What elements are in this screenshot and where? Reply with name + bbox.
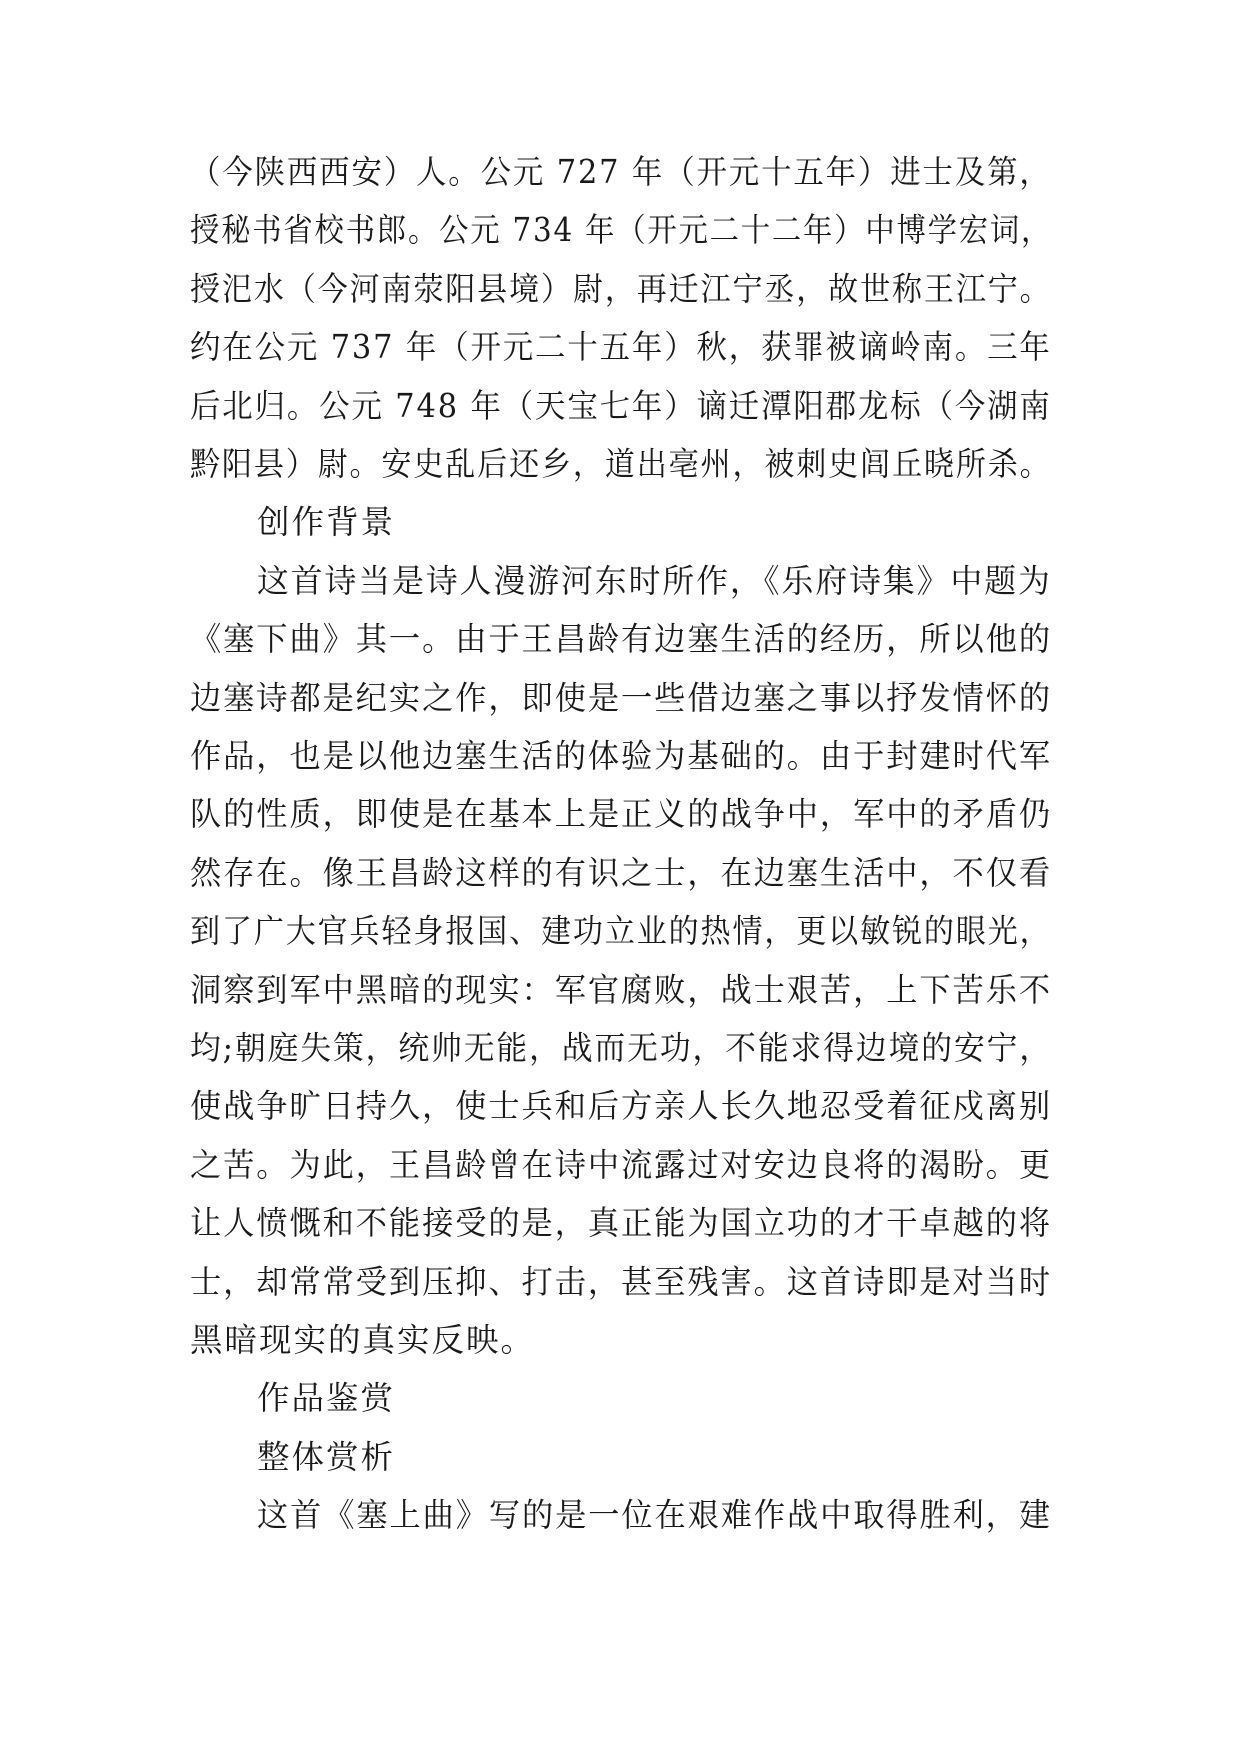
text-line: 之苦。为此，王昌龄曾在诗中流露过对安边良将的渴盼。更 <box>190 1145 1053 1184</box>
text-line: （今陕西西安）人。公元 727 年（开元十五年）进士及第， <box>190 153 1052 191</box>
text-line: 黔阳县）尉。安史乱后还乡，道出亳州，被刺史闾丘晓所杀。 <box>190 445 1052 483</box>
text-line: 授秘书省校书郎。公元 734 年（开元二十二年）中博学宏词， <box>190 211 1053 250</box>
text-line: 这首《塞上曲》写的是一位在艰难作战中取得胜利，建 <box>257 1496 1052 1535</box>
text-line: 整体赏析 <box>257 1437 396 1476</box>
text-line: 作品鉴赏 <box>257 1379 396 1418</box>
text-line: 均;朝庭失策，统帅无能，战而无功，不能求得边境的安宁， <box>190 1029 1052 1067</box>
text-line: 使战争旷日持久，使士兵和后方亲人长久地忍受着征戍离别 <box>190 1087 1053 1126</box>
text-line: 到了广大官兵轻身报国、建功立业的热情，更以敏锐的眼光， <box>190 912 1052 951</box>
text-line: 队的性质，即使是在基本上是正义的战争中，军中的矛盾仍 <box>190 795 1053 834</box>
text-line: 让人愤慨和不能接受的是，真正能为国立功的才干卓越的将 <box>190 1204 1053 1243</box>
text-line: 洞察到军中黑暗的现实：军官腐败，战士艰苦，上下苦乐不 <box>190 970 1053 1009</box>
text-line: 约在公元 737 年（开元二十五年）秋，获罪被谪岭南。三年 <box>190 328 1052 367</box>
text-line: 然存在。像王昌龄这样的有识之士，在边塞生活中，不仅看 <box>190 853 1053 892</box>
text-line: 授汜水（今河南荥阳县境）尉，再迁江宁丞，故世称王江宁。 <box>190 269 1052 308</box>
text-line: 士，却常常受到压抑、打击，甚至残害。这首诗即是对当时 <box>190 1262 1053 1301</box>
text-line: 后北归。公元 748 年（天宝七年）谪迁潭阳郡龙标（今湖南 <box>190 386 1052 425</box>
text-line: 黑暗现实的真实反映。 <box>190 1321 536 1359</box>
text-line: 作品，也是以他边塞生活的体验为基础的。由于封建时代军 <box>190 737 1053 775</box>
text-line: 边塞诗都是纪实之作，即使是一些借边塞之事以抒发情怀的 <box>190 678 1053 717</box>
text-line: 这首诗当是诗人漫游河东时所作，《乐府诗集》中题为 <box>257 561 1052 600</box>
text-line: 创作背景 <box>257 503 396 542</box>
text-line: 《塞下曲》其一。由于王昌龄有边塞生活的经历，所以他的 <box>190 620 1053 659</box>
